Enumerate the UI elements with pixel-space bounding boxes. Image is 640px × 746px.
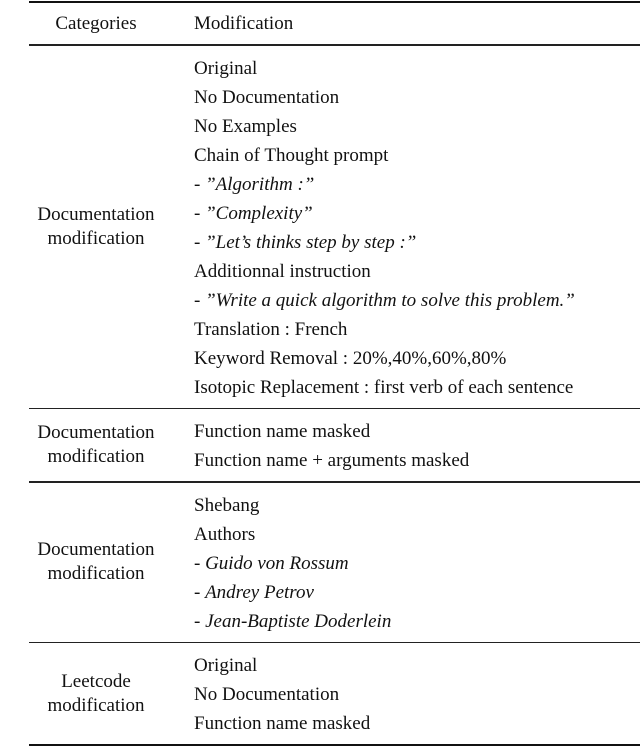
item-italic-text: Guido von Rossum: [205, 553, 349, 574]
category-cell: [29, 538, 163, 586]
category-line: modification: [29, 562, 163, 586]
category-cell: [29, 421, 163, 469]
modification-item: Function name masked: [194, 417, 469, 446]
modification-item: [194, 228, 575, 257]
modification-cell: [163, 483, 391, 642]
item-prefix: -: [194, 611, 205, 632]
item-prefix: -: [194, 553, 205, 574]
table-section: [29, 409, 640, 481]
modification-item: Original: [194, 651, 370, 680]
category-line: modification: [29, 694, 163, 718]
modification-item: No Documentation: [194, 83, 575, 112]
item-prefix: -: [194, 174, 205, 195]
item-italic-text: Andrey Petrov: [205, 582, 314, 603]
modification-item: [194, 607, 391, 636]
modification-item: Authors: [194, 520, 391, 549]
modification-item: Translation : French: [194, 315, 575, 344]
modification-item: [194, 578, 391, 607]
modification-item: Function name + arguments masked: [194, 446, 469, 475]
header-categories: Categories: [29, 12, 163, 36]
table-section: [29, 483, 640, 642]
item-prefix: -: [194, 232, 205, 253]
item-prefix: -: [194, 290, 205, 311]
table-section: [29, 643, 640, 744]
modification-item: [194, 170, 575, 199]
table-body: [29, 46, 640, 746]
modification-item: [194, 549, 391, 578]
item-italic-text: ”Let’s thinks step by step :”: [205, 232, 416, 253]
item-italic-text: ”Algorithm :”: [205, 174, 314, 195]
item-italic-text: ”Complexity”: [205, 203, 313, 224]
category-line: Leetcode: [29, 670, 163, 694]
item-prefix: -: [194, 203, 205, 224]
modification-item: No Examples: [194, 112, 575, 141]
item-prefix: -: [194, 582, 205, 603]
category-line: Documentation: [29, 421, 163, 445]
item-italic-text: Jean-Baptiste Doderlein: [205, 611, 391, 632]
modification-item: Function name masked: [194, 709, 370, 738]
category-line: modification: [29, 445, 163, 469]
modification-item: [194, 286, 575, 315]
modification-item: Chain of Thought prompt: [194, 141, 575, 170]
item-italic-text: ”Write a quick algorithm to solve this problem.”: [205, 290, 575, 311]
category-cell: [29, 670, 163, 718]
category-line: Documentation: [29, 203, 163, 227]
modification-item: No Documentation: [194, 680, 370, 709]
header-modification: Modification: [163, 13, 293, 35]
modification-cell: [163, 409, 469, 481]
modification-item: Keyword Removal : 20%,40%,60%,80%: [194, 344, 575, 373]
modification-item: Shebang: [194, 491, 391, 520]
category-line: modification: [29, 227, 163, 251]
modification-cell: [163, 643, 370, 744]
modification-item: Original: [194, 54, 575, 83]
modification-item: Isotopic Replacement : first verb of each sentence: [194, 373, 575, 402]
category-cell: [29, 203, 163, 251]
table-section: [29, 46, 640, 408]
modification-cell: [163, 46, 575, 408]
table-header: [29, 3, 640, 44]
modifications-table: [29, 1, 640, 746]
category-line: Documentation: [29, 538, 163, 562]
modification-item: [194, 199, 575, 228]
modification-item: Additionnal instruction: [194, 257, 575, 286]
